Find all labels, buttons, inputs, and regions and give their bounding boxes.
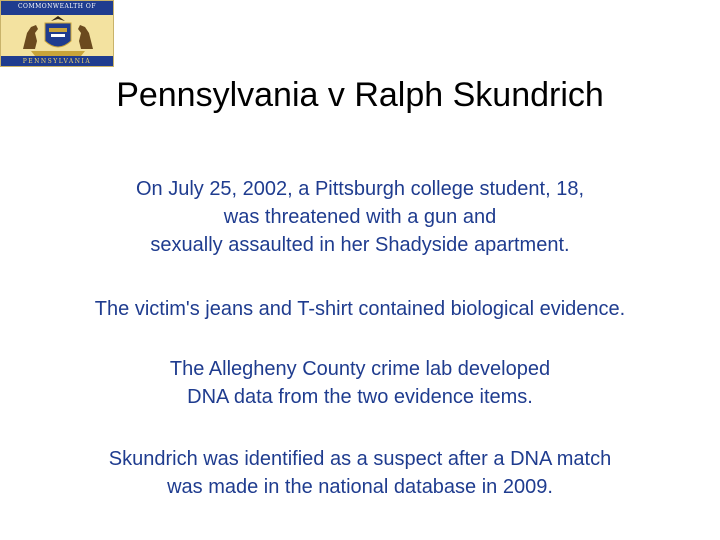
logo-bottom-text: PENNSYLVANIA — [22, 58, 92, 65]
paragraph-line: The Allegheny County crime lab developed — [169, 358, 551, 380]
paragraph-crime-lab — [0, 355, 720, 411]
pennsylvania-seal-logo — [0, 0, 114, 67]
paragraph-line: DNA data from the two evidence items. — [187, 386, 533, 408]
paragraph-line: The victim's jeans and T-shirt contained biological evidence. — [94, 298, 626, 320]
slide-title: Pennsylvania v Ralph Skundrich — [116, 76, 604, 114]
logo-top-text: COMMONWEALTH OF — [17, 3, 97, 10]
paragraph-line: sexually assaulted in her Shadyside apartment. — [150, 234, 570, 256]
paragraph-line: was threatened with a gun and — [223, 206, 497, 228]
paragraph-biological-evidence — [0, 295, 720, 323]
coat-of-arms-icon — [1, 15, 114, 58]
paragraph-line: On July 25, 2002, a Pittsburgh college student, 18, — [135, 178, 585, 200]
paragraph-line: was made in the national database in 2009. — [167, 476, 553, 498]
paragraph-assault-summary — [0, 175, 720, 259]
paragraph-dna-match — [0, 445, 720, 501]
paragraph-line: Skundrich was identified as a suspect after a DNA match — [108, 448, 612, 470]
